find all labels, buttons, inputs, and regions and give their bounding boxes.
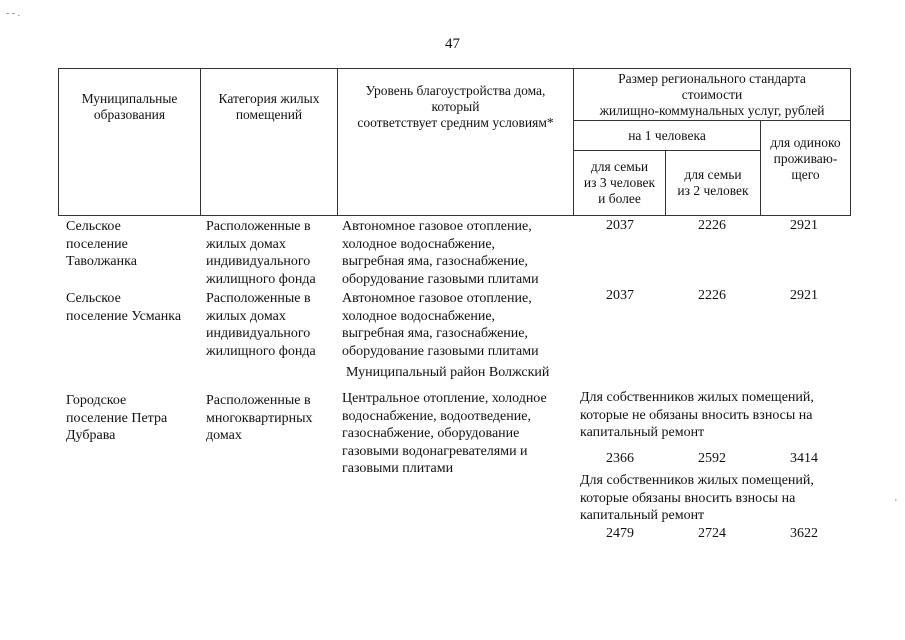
value-single: 3414: [790, 451, 818, 466]
header-municipality: Муниципальные образования: [81, 90, 178, 122]
value-family-3: 2366: [606, 451, 634, 466]
value-family-2: 2592: [698, 451, 726, 466]
municipality-cell: Сельское поселение Таволжанка: [66, 219, 137, 269]
value-single: 2921: [790, 218, 818, 233]
owners-note-no-repair: Для собственников жилых помещений, которые не обязаны вносить взносы на капитальный ремонт: [580, 390, 814, 440]
category-cell: Расположенные в жилых домах индивидуального жилищного фонда: [206, 219, 316, 287]
header-family-2: для семьи из 2 человек: [677, 167, 749, 198]
value-single: 3622: [790, 526, 818, 541]
scan-mark: - - .: [6, 8, 21, 19]
value-family-3: 2037: [606, 288, 634, 303]
header-per-person: на 1 человека: [628, 127, 706, 143]
category-cell: Расположенные в многоквартирных домах: [206, 393, 313, 443]
value-family-2: 2226: [698, 218, 726, 233]
value-family-3: 2479: [606, 526, 634, 541]
value-single: 2921: [790, 288, 818, 303]
header-amenities: Уровень благоустройства дома, который соответствует средним условиям*: [357, 82, 554, 130]
owners-note-repair: Для собственников жилых помещений, которые обязаны вносить взносы на капитальный ремонт: [580, 473, 814, 523]
value-family-3: 2037: [606, 218, 634, 233]
category-cell: Расположенные в жилых домах индивидуального жилищного фонда: [206, 291, 316, 359]
district-title: Муниципальный район Волжский: [346, 365, 550, 380]
value-family-2: 2226: [698, 288, 726, 303]
amenities-cell: Автономное газовое отопление, холодное водоснабжение, выгребная яма, газоснабжение, оборудование газовыми плитами: [342, 219, 539, 287]
page-number: 47: [445, 36, 460, 52]
amenities-cell: Автономное газовое отопление, холодное водоснабжение, выгребная яма, газоснабжение, оборудование газовыми плитами: [342, 291, 539, 359]
amenities-cell: Центральное отопление, холодное водоснабжение, водоотведение, газоснабжение, оборудование газовыми водонагревателями и газовыми плитами: [342, 391, 547, 476]
value-family-2: 2724: [698, 526, 726, 541]
header-single: для одиноко проживаю- щего: [770, 135, 841, 182]
municipality-cell: Городское поселение Петра Дубрава: [66, 393, 168, 443]
header-category: Категория жилых помещений: [218, 90, 320, 122]
header-standard-size: Размер регионального стандарта стоимости жилищно-коммунальных услуг, рублей: [599, 70, 825, 118]
municipality-cell: Сельское поселение Усманка: [66, 291, 182, 324]
header-family-3: для семьи из 3 человек и более: [583, 159, 656, 206]
scan-mark-right: ': [895, 498, 897, 509]
